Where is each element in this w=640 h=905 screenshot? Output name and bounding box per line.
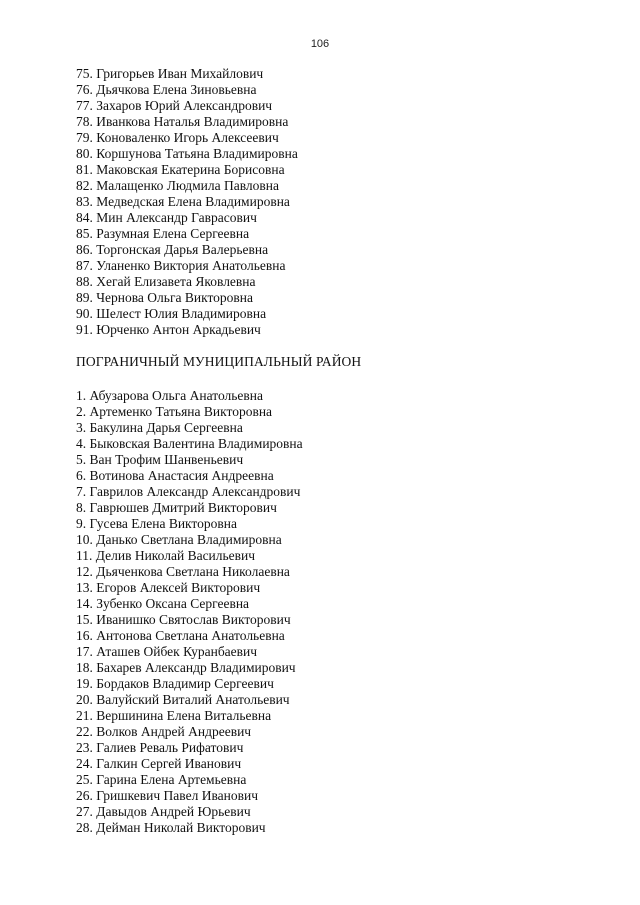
list-item: 10. Данько Светлана Владимировна xyxy=(76,532,282,547)
list-item: 8. Гаврюшев Дмитрий Викторович xyxy=(76,500,277,515)
list-item: 4. Быковская Валентина Владимировна xyxy=(76,436,303,451)
list-item: 17. Аташев Ойбек Куранбаевич xyxy=(76,644,258,659)
list-item: 6. Вотинова Анастасия Андреевна xyxy=(76,468,274,483)
list-item: 75. Григорьев Иван Михайлович xyxy=(76,66,264,81)
list-item: 5. Ван Трофим Шанвеньевич xyxy=(76,452,244,467)
list-item: 27. Давыдов Андрей Юрьевич xyxy=(76,804,251,819)
section-heading: ПОГРАНИЧНЫЙ МУНИЦИПАЛЬНЫЙ РАЙОН xyxy=(76,354,362,369)
page-number: 106 xyxy=(310,38,330,50)
list-item: 3. Бакулина Дарья Сергеевна xyxy=(76,420,243,435)
list-item: 78. Иванкова Наталья Владимировна xyxy=(76,114,289,129)
list-item: 19. Бордаков Владимир Сергеевич xyxy=(76,676,274,691)
list-item: 14. Зубенко Оксана Сергеевна xyxy=(76,596,250,611)
list-item: 84. Мин Александр Гаврасович xyxy=(76,210,257,225)
list-item: 91. Юрченко Антон Аркадьевич xyxy=(76,322,261,337)
list-item: 88. Хегай Елизавета Яковлевна xyxy=(76,274,256,289)
list-item: 85. Разумная Елена Сергеевна xyxy=(76,226,250,241)
list-item: 16. Антонова Светлана Анатольевна xyxy=(76,628,285,643)
list-item: 7. Гаврилов Александр Александрович xyxy=(76,484,301,499)
list-item: 21. Вершинина Елена Витальевна xyxy=(76,708,272,723)
list-item: 28. Дейман Николай Викторович xyxy=(76,820,266,835)
list-item: 80. Коршунова Татьяна Владимировна xyxy=(76,146,298,161)
list-item: 77. Захаров Юрий Александрович xyxy=(76,98,273,113)
list-item: 90. Шелест Юлия Владимировна xyxy=(76,306,267,321)
list-item: 83. Медведская Елена Владимировна xyxy=(76,194,290,209)
list-item: 15. Иванишко Святослав Викторович xyxy=(76,612,291,627)
list-item: 12. Дьяченкова Светлана Николаевна xyxy=(76,564,290,579)
list-item: 26. Гришкевич Павел Иванович xyxy=(76,788,258,803)
list-item: 9. Гусева Елена Викторовна xyxy=(76,516,237,531)
list-item: 24. Галкин Сергей Иванович xyxy=(76,756,242,771)
list-item: 82. Малащенко Людмила Павловна xyxy=(76,178,280,193)
name-list-pogranichny xyxy=(76,388,303,836)
list-item: 86. Торгонская Дарья Валерьевна xyxy=(76,242,269,257)
list-item: 1. Абузарова Ольга Анатольевна xyxy=(76,388,263,403)
list-item: 11. Делив Николай Васильевич xyxy=(76,548,256,563)
list-item: 25. Гарина Елена Артемьевна xyxy=(76,772,247,787)
list-item: 87. Уланенко Виктория Анатольевна xyxy=(76,258,286,273)
list-item: 76. Дьячкова Елена Зиновьевна xyxy=(76,82,257,97)
list-item: 81. Маковская Екатерина Борисовна xyxy=(76,162,285,177)
list-item: 89. Чернова Ольга Викторовна xyxy=(76,290,254,305)
list-item: 18. Бахарев Александр Владимирович xyxy=(76,660,296,675)
list-item: 13. Егоров Алексей Викторович xyxy=(76,580,261,595)
list-item: 79. Коноваленко Игорь Алексеевич xyxy=(76,130,279,145)
list-item: 22. Волков Андрей Андреевич xyxy=(76,724,252,739)
list-item: 20. Валуйский Виталий Анатольевич xyxy=(76,692,290,707)
list-item: 23. Галиев Реваль Рифатович xyxy=(76,740,244,755)
name-list-continued xyxy=(76,66,298,338)
list-item: 2. Артеменко Татьяна Викторовна xyxy=(76,404,273,419)
